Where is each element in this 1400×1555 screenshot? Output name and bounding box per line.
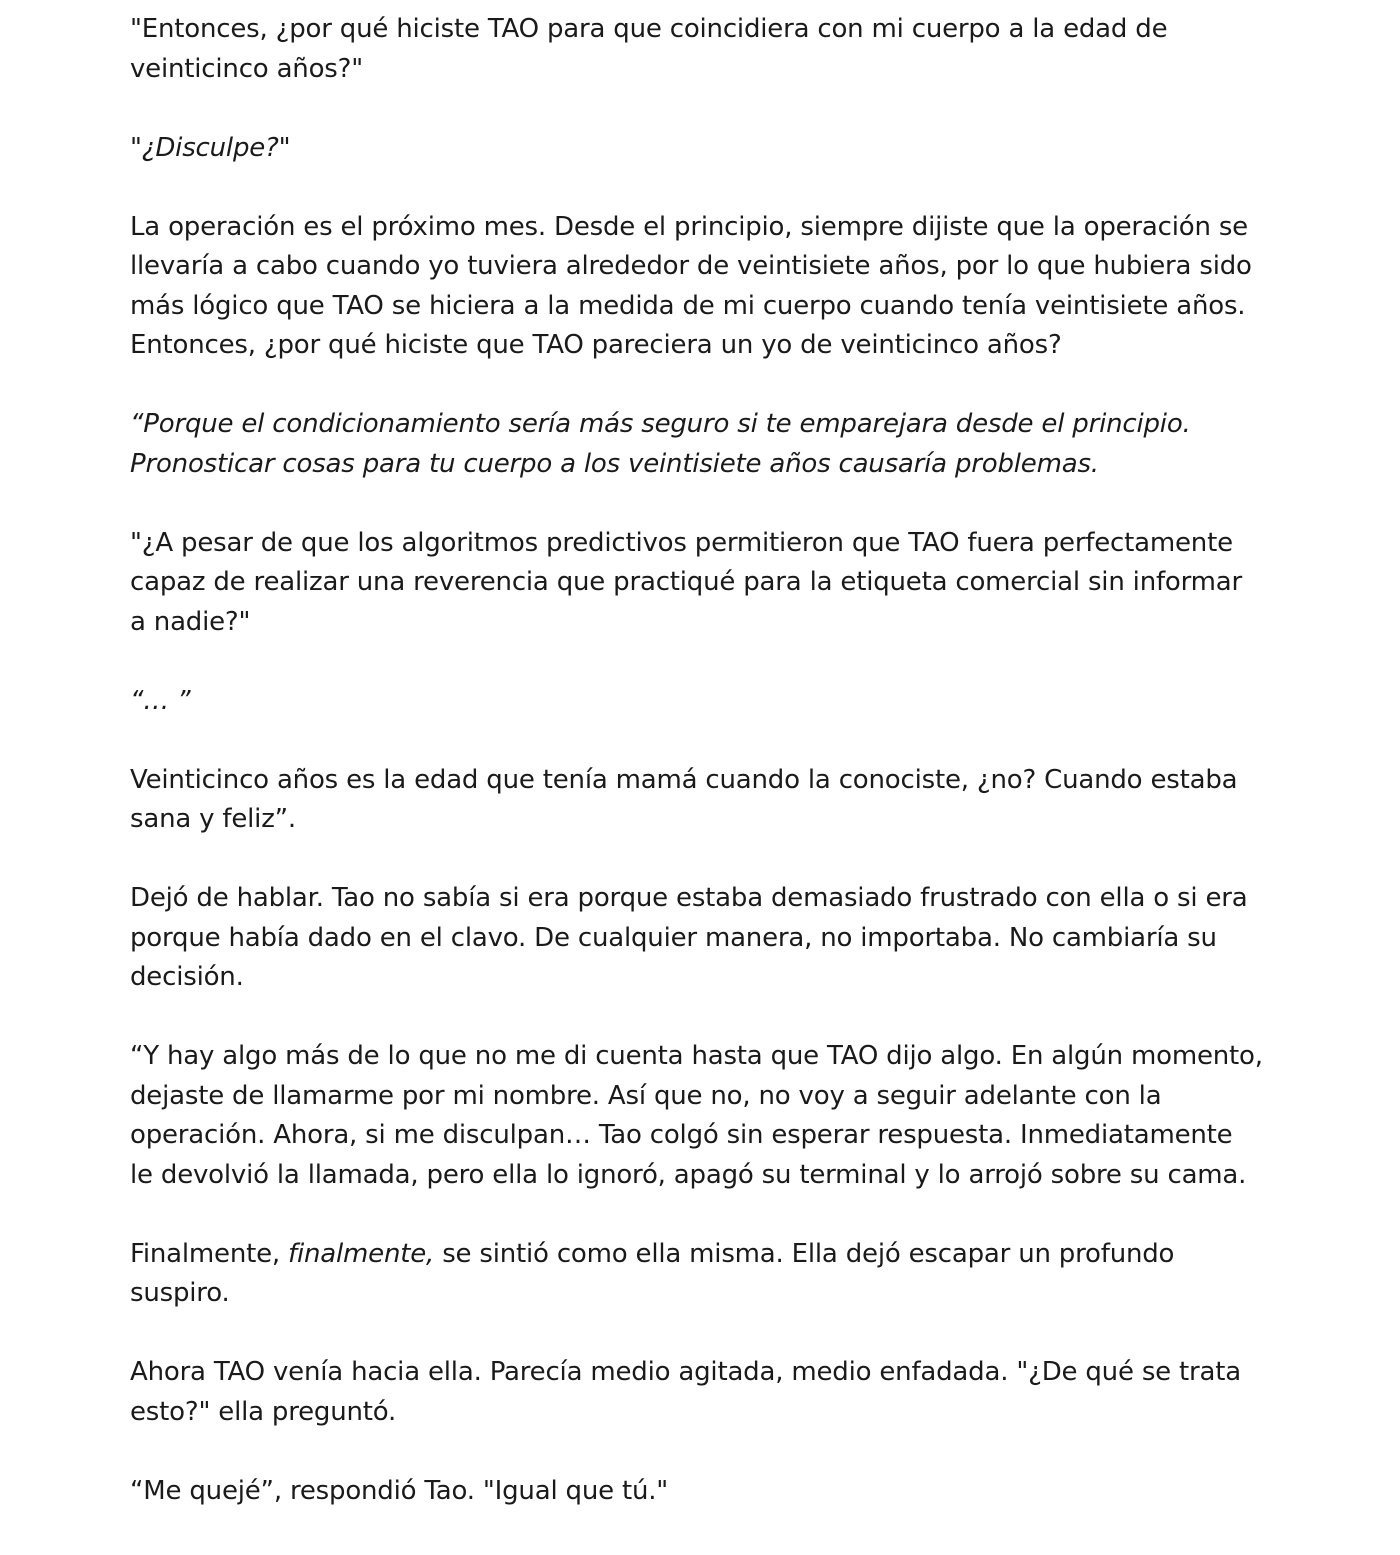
text-line: “Y hay algo más de lo que no me di cuenta hasta que TAO dijo algo. En algún momento, bbox=[130, 1041, 1263, 1071]
paragraph-6 bbox=[130, 682, 1280, 722]
text-segment: se sintió como ella misma. Ella dejó escapar un profundo bbox=[434, 1238, 1175, 1269]
text-line: dejaste de llamarme por mi nombre. Así que no, no voy a seguir adelante con la bbox=[130, 1080, 1162, 1111]
paragraph-11 bbox=[130, 1353, 1280, 1432]
paragraph-1 bbox=[130, 10, 1280, 89]
text-line: Ahora TAO venía hacia ella. Parecía medio agitada, medio enfadada. "¿De qué se trata bbox=[130, 1357, 1241, 1387]
text-line: "¿Disculpe?" bbox=[130, 132, 291, 163]
text-line: esto?" ella preguntó. bbox=[130, 1396, 397, 1427]
text-line: Dejó de hablar. Tao no sabía si era porque estaba demasiado frustrado con ella o si era bbox=[130, 883, 1248, 913]
paragraph-5 bbox=[130, 524, 1280, 643]
text-line: “Porque el condicionamiento sería más seguro si te emparejara desde el principio. bbox=[130, 409, 1191, 439]
paragraph-7 bbox=[130, 761, 1280, 840]
text-line: "Entonces, ¿por qué hiciste TAO para que coincidiera con mi cuerpo a la edad de bbox=[130, 14, 1168, 44]
text-line: “Me quejé”, respondió Tao. "Igual que tú." bbox=[130, 1475, 669, 1506]
text-line: sana y feliz”. bbox=[130, 804, 296, 834]
text-line: decisión. bbox=[130, 962, 244, 992]
text-segment: Finalmente, bbox=[130, 1238, 289, 1269]
text-line bbox=[130, 1235, 1280, 1275]
text-line: porque había dado en el clavo. De cualquier manera, no importaba. No cambiaría su bbox=[130, 922, 1217, 953]
text-line: suspiro. bbox=[130, 1278, 230, 1308]
paragraph-2 bbox=[130, 129, 1280, 169]
text-line: veinticinco años?" bbox=[130, 53, 363, 84]
text-line: llevaría a cabo cuando yo tuviera alrededor de veintisiete años, por lo que hubiera sido bbox=[130, 251, 1252, 281]
text-line: a nadie?" bbox=[130, 606, 251, 637]
text-line: Pronosticar cosas para tu cuerpo a los veintisiete años causaría problemas. bbox=[130, 448, 1099, 479]
paragraph-12 bbox=[130, 1472, 1280, 1512]
paragraph-10 bbox=[130, 1235, 1280, 1314]
text-line: más lógico que TAO se hiciera a la medida de mi cuerpo cuando tenía veintisiete años. bbox=[130, 290, 1246, 321]
text-line: La operación es el próximo mes. Desde el principio, siempre dijiste que la operación se bbox=[130, 211, 1248, 242]
text-line: Entonces, ¿por qué hiciste que TAO pareciera un yo de veinticinco años? bbox=[130, 330, 1062, 360]
text-line: Veinticinco años es la edad que tenía mamá cuando la conociste, ¿no? Cuando estaba bbox=[130, 764, 1238, 795]
paragraph-8 bbox=[130, 879, 1280, 998]
text-line: le devolvió la llamada, pero ella lo ignoró, apagó su terminal y lo arrojó sobre su cama. bbox=[130, 1159, 1247, 1190]
document-page bbox=[130, 10, 1280, 1551]
text-segment-italic: finalmente, bbox=[288, 1238, 435, 1269]
paragraph-9 bbox=[130, 1037, 1280, 1195]
paragraph-4 bbox=[130, 405, 1280, 484]
text-line: capaz de realizar una reverencia que practiqué para la etiqueta comercial sin informar bbox=[130, 567, 1243, 597]
text-line: “… ” bbox=[130, 685, 191, 716]
text-line: operación. Ahora, si me disculpan… Tao colgó sin esperar respuesta. Inmediatamente bbox=[130, 1120, 1233, 1150]
paragraph-3 bbox=[130, 208, 1280, 366]
text-line: "¿A pesar de que los algoritmos predictivos permitieron que TAO fuera perfectamente bbox=[130, 527, 1233, 558]
